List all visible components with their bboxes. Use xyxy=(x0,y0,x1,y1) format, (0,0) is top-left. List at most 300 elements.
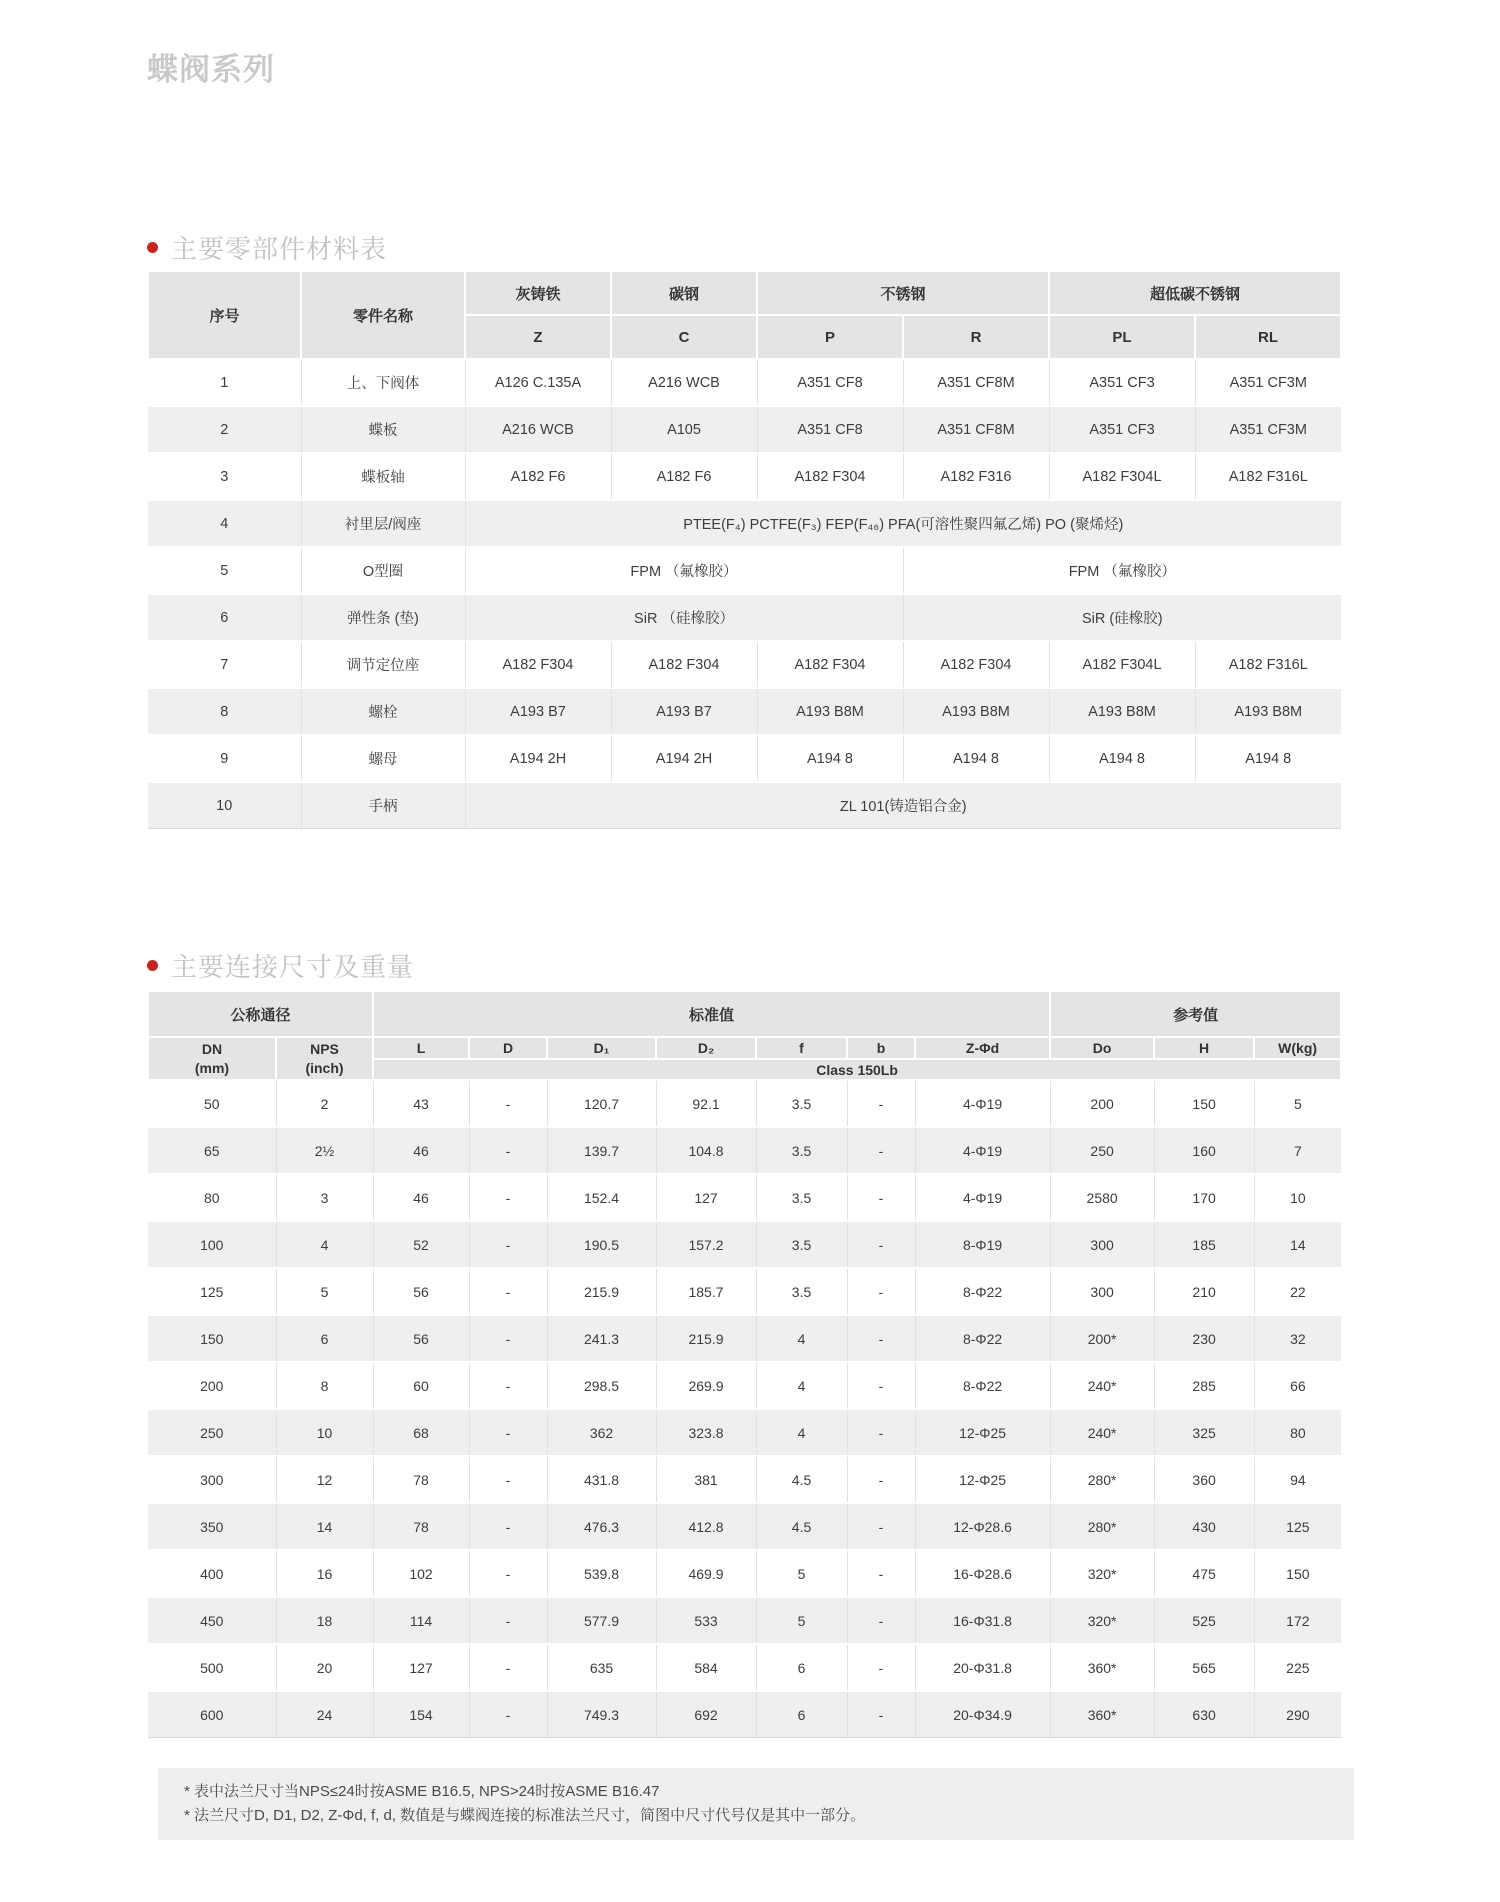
dimension-value-cell: 240* xyxy=(1050,1409,1154,1456)
dimension-value-cell: 4-Φ19 xyxy=(915,1080,1050,1127)
dimension-value-cell: 56 xyxy=(373,1268,469,1315)
dimension-value-cell: 16-Φ28.6 xyxy=(915,1550,1050,1597)
part-number-cell: 7 xyxy=(148,641,301,688)
dimension-value-cell: 360* xyxy=(1050,1691,1154,1738)
part-name-cell: 手柄 xyxy=(301,782,465,829)
footnote-line: * 法兰尺寸D, D1, D2, Z-Φd, f, d, 数值是与蝶阀连接的标准法兰尺寸，简图中尺寸代号仅是其中一部分。 xyxy=(184,1807,866,1824)
dimension-value-cell: 6 xyxy=(276,1315,373,1362)
materials-section-header xyxy=(147,229,387,266)
dimension-value-cell: 300 xyxy=(148,1456,276,1503)
dimension-value-cell: 68 xyxy=(373,1409,469,1456)
part-name-cell: 螺母 xyxy=(301,735,465,782)
material-value-cell: A351 CF8 xyxy=(757,406,903,453)
material-value-cell: A351 CF8 xyxy=(757,359,903,406)
dimensions-table-header xyxy=(148,991,1341,1080)
dimension-value-cell: - xyxy=(847,1597,915,1644)
dimension-value-cell: - xyxy=(847,1080,915,1127)
dimension-value-cell: 565 xyxy=(1154,1644,1254,1691)
dimension-value-cell: 20 xyxy=(276,1644,373,1691)
dimension-value-cell: 250 xyxy=(148,1409,276,1456)
dimension-value-cell: - xyxy=(847,1315,915,1362)
dimension-value-cell: - xyxy=(847,1503,915,1550)
dimension-value-cell: 78 xyxy=(373,1456,469,1503)
dimension-value-cell: 230 xyxy=(1154,1315,1254,1362)
dimensions-table-row xyxy=(148,1503,1341,1550)
dimension-value-cell: 100 xyxy=(148,1221,276,1268)
dimensions-table-row xyxy=(148,1550,1341,1597)
material-value-cell: A351 CF3 xyxy=(1049,359,1195,406)
material-group-gray-cast-iron: 灰铸铁 xyxy=(465,271,611,315)
material-value-cell: A351 CF3M xyxy=(1195,406,1341,453)
materials-table-body xyxy=(148,359,1341,829)
dimension-value-cell: 298.5 xyxy=(547,1362,656,1409)
material-value-cell: A182 F316L xyxy=(1195,641,1341,688)
material-value-cell: A126 C.135A xyxy=(465,359,611,406)
dimension-value-cell: 139.7 xyxy=(547,1127,656,1174)
dimensions-table-row xyxy=(148,1644,1341,1691)
dimension-value-cell: 4-Φ19 xyxy=(915,1127,1050,1174)
dimension-value-cell: 323.8 xyxy=(656,1409,756,1456)
dimensions-section-title: 主要连接尺寸及重量 xyxy=(171,952,415,982)
part-name-cell: 弹性条 (垫) xyxy=(301,594,465,641)
dimension-value-cell: 154 xyxy=(373,1691,469,1738)
material-value-cell: A182 F6 xyxy=(611,453,757,500)
dimension-value-cell: 104.8 xyxy=(656,1127,756,1174)
dimension-value-cell: - xyxy=(469,1174,547,1221)
dimension-value-cell: 3.5 xyxy=(756,1268,847,1315)
materials-table xyxy=(147,270,1342,829)
dimension-value-cell: 4-Φ19 xyxy=(915,1174,1050,1221)
dimension-value-cell: 22 xyxy=(1254,1268,1341,1315)
dimension-value-cell: 360 xyxy=(1154,1456,1254,1503)
dimension-value-cell: 400 xyxy=(148,1550,276,1597)
dimension-value-cell: 412.8 xyxy=(656,1503,756,1550)
dimension-value-cell: - xyxy=(847,1268,915,1315)
material-value-cell: A193 B8M xyxy=(903,688,1049,735)
col-header-d: D₂ xyxy=(656,1037,756,1059)
part-number-cell: 1 xyxy=(148,359,301,406)
dimension-value-cell: - xyxy=(469,1597,547,1644)
dimensions-table xyxy=(147,990,1342,1738)
dimension-value-cell: 12 xyxy=(276,1456,373,1503)
dimensions-table-row xyxy=(148,1456,1341,1503)
dimension-value-cell: 66 xyxy=(1254,1362,1341,1409)
dimension-value-cell: 10 xyxy=(276,1409,373,1456)
dimensions-table-row xyxy=(148,1127,1341,1174)
dimension-value-cell: 152.4 xyxy=(547,1174,656,1221)
dimension-value-cell: 241.3 xyxy=(547,1315,656,1362)
dimensions-group-header-row xyxy=(148,991,1341,1037)
col-header-f: f xyxy=(756,1037,847,1059)
dimension-value-cell: 190.5 xyxy=(547,1221,656,1268)
dimension-value-cell: 476.3 xyxy=(547,1503,656,1550)
dimension-value-cell: 280* xyxy=(1050,1456,1154,1503)
dimension-value-cell: 172 xyxy=(1254,1597,1341,1644)
dimension-value-cell: 3.5 xyxy=(756,1080,847,1127)
dimension-value-cell: 8-Φ22 xyxy=(915,1268,1050,1315)
footnote-line: * 表中法兰尺寸当NPS≤24时按ASME B16.5, NPS>24时按ASME B16.47 xyxy=(184,1783,660,1800)
material-value-cell: PTEE(F₄) PCTFE(F₃) FEP(F₄₆) PFA(可溶性聚四氟乙烯) PO (聚烯烃) xyxy=(465,500,1341,547)
material-value-cell: A105 xyxy=(611,406,757,453)
dimension-value-cell: 60 xyxy=(373,1362,469,1409)
dimension-value-cell: 200 xyxy=(1050,1080,1154,1127)
code-header-R: R xyxy=(903,315,1049,359)
dimension-value-cell: 127 xyxy=(656,1174,756,1221)
dimension-value-cell: 430 xyxy=(1154,1503,1254,1550)
materials-table-row xyxy=(148,453,1341,500)
dimension-value-cell: 635 xyxy=(547,1644,656,1691)
dimension-value-cell: 3.5 xyxy=(756,1127,847,1174)
dimension-value-cell: - xyxy=(847,1221,915,1268)
dimension-value-cell: - xyxy=(469,1315,547,1362)
dimension-value-cell: - xyxy=(847,1409,915,1456)
dimension-value-cell: 539.8 xyxy=(547,1550,656,1597)
dimension-value-cell: - xyxy=(469,1409,547,1456)
code-header-PL: PL xyxy=(1049,315,1195,359)
dimension-value-cell: 120.7 xyxy=(547,1080,656,1127)
dimension-value-cell: - xyxy=(469,1221,547,1268)
dimension-value-cell: 475 xyxy=(1154,1550,1254,1597)
dimension-value-cell: 14 xyxy=(1254,1221,1341,1268)
dimension-value-cell: 630 xyxy=(1154,1691,1254,1738)
material-value-cell: A351 CF3M xyxy=(1195,359,1341,406)
dimension-value-cell: 52 xyxy=(373,1221,469,1268)
dimension-value-cell: 4.5 xyxy=(756,1456,847,1503)
dimension-value-cell: 450 xyxy=(148,1597,276,1644)
dimension-value-cell: 5 xyxy=(756,1550,847,1597)
dimensions-table-row xyxy=(148,1362,1341,1409)
materials-table-row xyxy=(148,547,1341,594)
material-value-cell: A182 F316L xyxy=(1195,453,1341,500)
dimension-value-cell: - xyxy=(847,1644,915,1691)
materials-table-row xyxy=(148,359,1341,406)
col-header-line: (mm) xyxy=(194,1059,230,1076)
dimension-value-cell: - xyxy=(469,1362,547,1409)
dimension-value-cell: 3.5 xyxy=(756,1174,847,1221)
dimension-value-cell: 5 xyxy=(756,1597,847,1644)
dimension-value-cell: 24 xyxy=(276,1691,373,1738)
dimension-value-cell: - xyxy=(847,1691,915,1738)
dimension-value-cell: - xyxy=(469,1644,547,1691)
dimension-value-cell: 584 xyxy=(656,1644,756,1691)
dimension-value-cell: 692 xyxy=(656,1691,756,1738)
material-value-cell: A193 B7 xyxy=(465,688,611,735)
dimension-value-cell: 125 xyxy=(148,1268,276,1315)
materials-table-header xyxy=(148,271,1341,359)
dimension-value-cell: 12-Φ25 xyxy=(915,1456,1050,1503)
red-bullet-icon xyxy=(147,960,158,971)
dimension-value-cell: 80 xyxy=(148,1174,276,1221)
dimension-value-cell: 3.5 xyxy=(756,1221,847,1268)
dimension-value-cell: - xyxy=(847,1362,915,1409)
dimension-value-cell: - xyxy=(847,1456,915,1503)
part-number-cell: 2 xyxy=(148,406,301,453)
dimension-value-cell: 150 xyxy=(1254,1550,1341,1597)
dimension-value-cell: 225 xyxy=(1254,1644,1341,1691)
dimension-value-cell: 14 xyxy=(276,1503,373,1550)
material-value-cell: A182 F6 xyxy=(465,453,611,500)
dimensions-table-row xyxy=(148,1174,1341,1221)
dimension-value-cell: 320* xyxy=(1050,1597,1154,1644)
material-value-cell: A193 B8M xyxy=(1049,688,1195,735)
dimension-value-cell: 469.9 xyxy=(656,1550,756,1597)
dimension-value-cell: - xyxy=(469,1127,547,1174)
dimension-value-cell: 12-Φ28.6 xyxy=(915,1503,1050,1550)
dimension-value-cell: 300 xyxy=(1050,1221,1154,1268)
dimension-value-cell: 4 xyxy=(756,1315,847,1362)
dimensions-section-header xyxy=(147,947,414,984)
part-name-cell: 衬里层/阀座 xyxy=(301,500,465,547)
dimension-value-cell: 127 xyxy=(373,1644,469,1691)
dimensions-table-body xyxy=(148,1080,1341,1738)
material-value-cell: A182 F304L xyxy=(1049,641,1195,688)
dimension-value-cell: 600 xyxy=(148,1691,276,1738)
dimensions-table-row xyxy=(148,1409,1341,1456)
dimension-value-cell: 4 xyxy=(756,1409,847,1456)
dimension-value-cell: 200 xyxy=(148,1362,276,1409)
material-value-cell: FPM （氟橡胶） xyxy=(903,547,1341,594)
material-value-cell: SiR (硅橡胶) xyxy=(903,594,1341,641)
part-name-cell: 蝶板 xyxy=(301,406,465,453)
dimension-value-cell: 6 xyxy=(756,1644,847,1691)
dimension-value-cell: 3 xyxy=(276,1174,373,1221)
dimension-value-cell: 240* xyxy=(1050,1362,1154,1409)
material-value-cell: A216 WCB xyxy=(465,406,611,453)
dimension-value-cell: 16-Φ31.8 xyxy=(915,1597,1050,1644)
dimension-value-cell: 431.8 xyxy=(547,1456,656,1503)
col-header-index: 序号 xyxy=(148,271,301,359)
dimension-value-cell: - xyxy=(469,1691,547,1738)
material-value-cell: A194 8 xyxy=(1049,735,1195,782)
group-header-standard-values: 标准值 xyxy=(373,991,1050,1037)
dimension-value-cell: 46 xyxy=(373,1127,469,1174)
dimension-value-cell: 320* xyxy=(1050,1550,1154,1597)
material-value-cell: FPM （氟橡胶） xyxy=(465,547,903,594)
dimensions-subheader-row xyxy=(148,1037,1341,1059)
material-value-cell: A193 B7 xyxy=(611,688,757,735)
material-value-cell: A194 8 xyxy=(1195,735,1341,782)
dimension-value-cell: 8-Φ22 xyxy=(915,1362,1050,1409)
part-number-cell: 3 xyxy=(148,453,301,500)
dimension-value-cell: - xyxy=(847,1127,915,1174)
part-name-cell: O型圈 xyxy=(301,547,465,594)
dimension-value-cell: 8-Φ19 xyxy=(915,1221,1050,1268)
dimension-value-cell: 78 xyxy=(373,1503,469,1550)
part-number-cell: 9 xyxy=(148,735,301,782)
dimension-value-cell: - xyxy=(469,1503,547,1550)
dimension-value-cell: 50 xyxy=(148,1080,276,1127)
col-header-nps xyxy=(276,1037,373,1080)
materials-table-row xyxy=(148,594,1341,641)
dimension-value-cell: 32 xyxy=(1254,1315,1341,1362)
material-value-cell: SiR （硅橡胶） xyxy=(465,594,903,641)
dimension-value-cell: 5 xyxy=(1254,1080,1341,1127)
dimension-value-cell: 56 xyxy=(373,1315,469,1362)
dimension-value-cell: 749.3 xyxy=(547,1691,656,1738)
col-header-part-name: 零件名称 xyxy=(301,271,465,359)
dimension-value-cell: 102 xyxy=(373,1550,469,1597)
dimension-value-cell: 92.1 xyxy=(656,1080,756,1127)
dimension-value-cell: - xyxy=(469,1268,547,1315)
material-value-cell: A351 CF8M xyxy=(903,406,1049,453)
dimensions-table-row xyxy=(148,1268,1341,1315)
material-value-cell: A182 F304 xyxy=(757,453,903,500)
col-header-d: D xyxy=(469,1037,547,1059)
part-number-cell: 8 xyxy=(148,688,301,735)
col-header-b: b xyxy=(847,1037,915,1059)
dimension-value-cell: 80 xyxy=(1254,1409,1341,1456)
material-value-cell: A351 CF8M xyxy=(903,359,1049,406)
dimension-value-cell: 2 xyxy=(276,1080,373,1127)
dimension-value-cell: 8-Φ22 xyxy=(915,1315,1050,1362)
dimension-value-cell: 381 xyxy=(656,1456,756,1503)
dimension-value-cell: 533 xyxy=(656,1597,756,1644)
dimension-value-cell: 4 xyxy=(756,1362,847,1409)
materials-table-row xyxy=(148,735,1341,782)
dimension-value-cell: 215.9 xyxy=(547,1268,656,1315)
dimension-value-cell: 2580 xyxy=(1050,1174,1154,1221)
dimension-value-cell: 350 xyxy=(148,1503,276,1550)
pressure-class-label: Class 150Lb xyxy=(373,1059,1341,1080)
dimension-value-cell: 150 xyxy=(1154,1080,1254,1127)
dimension-value-cell: 160 xyxy=(1154,1127,1254,1174)
part-name-cell: 调节定位座 xyxy=(301,641,465,688)
dimension-value-cell: 577.9 xyxy=(547,1597,656,1644)
dimension-value-cell: 362 xyxy=(547,1409,656,1456)
dimension-value-cell: 2½ xyxy=(276,1127,373,1174)
group-header-reference-values: 参考值 xyxy=(1050,991,1341,1037)
group-header-nominal-diameter: 公称通径 xyxy=(148,991,373,1037)
materials-table-row xyxy=(148,782,1341,829)
material-value-cell: A182 F304 xyxy=(611,641,757,688)
material-value-cell: A351 CF3 xyxy=(1049,406,1195,453)
code-header-C: C xyxy=(611,315,757,359)
part-name-cell: 蝶板轴 xyxy=(301,453,465,500)
dimension-value-cell: 269.9 xyxy=(656,1362,756,1409)
col-header-l: L xyxy=(373,1037,469,1059)
materials-section-title: 主要零部件材料表 xyxy=(171,234,388,264)
col-header-line: DN xyxy=(201,1040,223,1057)
dimension-value-cell: 5 xyxy=(276,1268,373,1315)
material-value-cell: A216 WCB xyxy=(611,359,757,406)
material-value-cell: A193 B8M xyxy=(757,688,903,735)
col-header-line: (inch) xyxy=(305,1059,344,1076)
dimension-value-cell: 150 xyxy=(148,1315,276,1362)
dimension-value-cell: 280* xyxy=(1050,1503,1154,1550)
material-value-cell: A193 B8M xyxy=(1195,688,1341,735)
material-value-cell: ZL 101(铸造铝合金) xyxy=(465,782,1341,829)
col-header-zd: Z-Φd xyxy=(915,1037,1050,1059)
col-header-line: NPS xyxy=(310,1040,339,1057)
col-header-dn xyxy=(148,1037,276,1080)
material-value-cell: A182 F304 xyxy=(465,641,611,688)
dimension-value-cell: 325 xyxy=(1154,1409,1254,1456)
dimension-value-cell: 16 xyxy=(276,1550,373,1597)
dimension-value-cell: 20-Φ31.8 xyxy=(915,1644,1050,1691)
dimension-value-cell: 210 xyxy=(1154,1268,1254,1315)
dimensions-table-row xyxy=(148,1080,1341,1127)
material-group-stainless-steel: 不锈钢 xyxy=(757,271,1049,315)
dimension-value-cell: 12-Φ25 xyxy=(915,1409,1050,1456)
material-value-cell: A194 8 xyxy=(903,735,1049,782)
dimension-value-cell: 290 xyxy=(1254,1691,1341,1738)
dimension-value-cell: 6 xyxy=(756,1691,847,1738)
red-bullet-icon xyxy=(147,242,158,253)
material-value-cell: A182 F304 xyxy=(757,641,903,688)
dimensions-table-row xyxy=(148,1597,1341,1644)
part-number-cell: 6 xyxy=(148,594,301,641)
materials-table-row xyxy=(148,641,1341,688)
dimension-value-cell: 4 xyxy=(276,1221,373,1268)
code-header-P: P xyxy=(757,315,903,359)
footnotes-box xyxy=(158,1768,1354,1840)
dimension-value-cell: 170 xyxy=(1154,1174,1254,1221)
dimension-value-cell: - xyxy=(847,1550,915,1597)
material-value-cell: A182 F304L xyxy=(1049,453,1195,500)
dimension-value-cell: 20-Φ34.9 xyxy=(915,1691,1050,1738)
dimension-value-cell: 46 xyxy=(373,1174,469,1221)
dimension-value-cell: - xyxy=(469,1456,547,1503)
dimension-value-cell: 43 xyxy=(373,1080,469,1127)
material-group-ultra-low-carbon-stainless: 超低碳不锈钢 xyxy=(1049,271,1341,315)
dimension-value-cell: 250 xyxy=(1050,1127,1154,1174)
dimension-value-cell: 300 xyxy=(1050,1268,1154,1315)
materials-table-row xyxy=(148,688,1341,735)
dimension-value-cell: 4.5 xyxy=(756,1503,847,1550)
part-number-cell: 10 xyxy=(148,782,301,829)
dimension-value-cell: 65 xyxy=(148,1127,276,1174)
dimension-value-cell: 285 xyxy=(1154,1362,1254,1409)
dimension-value-cell: 500 xyxy=(148,1644,276,1691)
part-number-cell: 5 xyxy=(148,547,301,594)
dimension-value-cell: - xyxy=(469,1550,547,1597)
materials-group-header-row xyxy=(148,271,1341,315)
dimensions-table-row xyxy=(148,1691,1341,1738)
dimension-value-cell: 525 xyxy=(1154,1597,1254,1644)
part-name-cell: 螺栓 xyxy=(301,688,465,735)
dimension-value-cell: 200* xyxy=(1050,1315,1154,1362)
dimension-value-cell: 7 xyxy=(1254,1127,1341,1174)
dimension-value-cell: 360* xyxy=(1050,1644,1154,1691)
dimensions-table-row xyxy=(148,1315,1341,1362)
page-title: 蝶阀系列 xyxy=(147,52,275,87)
dimension-value-cell: 8 xyxy=(276,1362,373,1409)
materials-table-row xyxy=(148,406,1341,453)
dimension-value-cell: 125 xyxy=(1254,1503,1341,1550)
material-value-cell: A182 F304 xyxy=(903,641,1049,688)
dimension-value-cell: 185.7 xyxy=(656,1268,756,1315)
col-header-h: H xyxy=(1154,1037,1254,1059)
dimension-value-cell: 94 xyxy=(1254,1456,1341,1503)
dimension-value-cell: 157.2 xyxy=(656,1221,756,1268)
part-number-cell: 4 xyxy=(148,500,301,547)
dimension-value-cell: 10 xyxy=(1254,1174,1341,1221)
material-value-cell: A194 2H xyxy=(611,735,757,782)
material-value-cell: A194 8 xyxy=(757,735,903,782)
code-header-RL: RL xyxy=(1195,315,1341,359)
code-header-Z: Z xyxy=(465,315,611,359)
dimension-value-cell: - xyxy=(469,1080,547,1127)
material-value-cell: A182 F316 xyxy=(903,453,1049,500)
dimension-value-cell: 114 xyxy=(373,1597,469,1644)
dimension-value-cell: - xyxy=(847,1174,915,1221)
materials-table-row xyxy=(148,500,1341,547)
part-name-cell: 上、下阀体 xyxy=(301,359,465,406)
col-header-d: D₁ xyxy=(547,1037,656,1059)
dimension-value-cell: 185 xyxy=(1154,1221,1254,1268)
dimensions-table-row xyxy=(148,1221,1341,1268)
dimension-value-cell: 18 xyxy=(276,1597,373,1644)
